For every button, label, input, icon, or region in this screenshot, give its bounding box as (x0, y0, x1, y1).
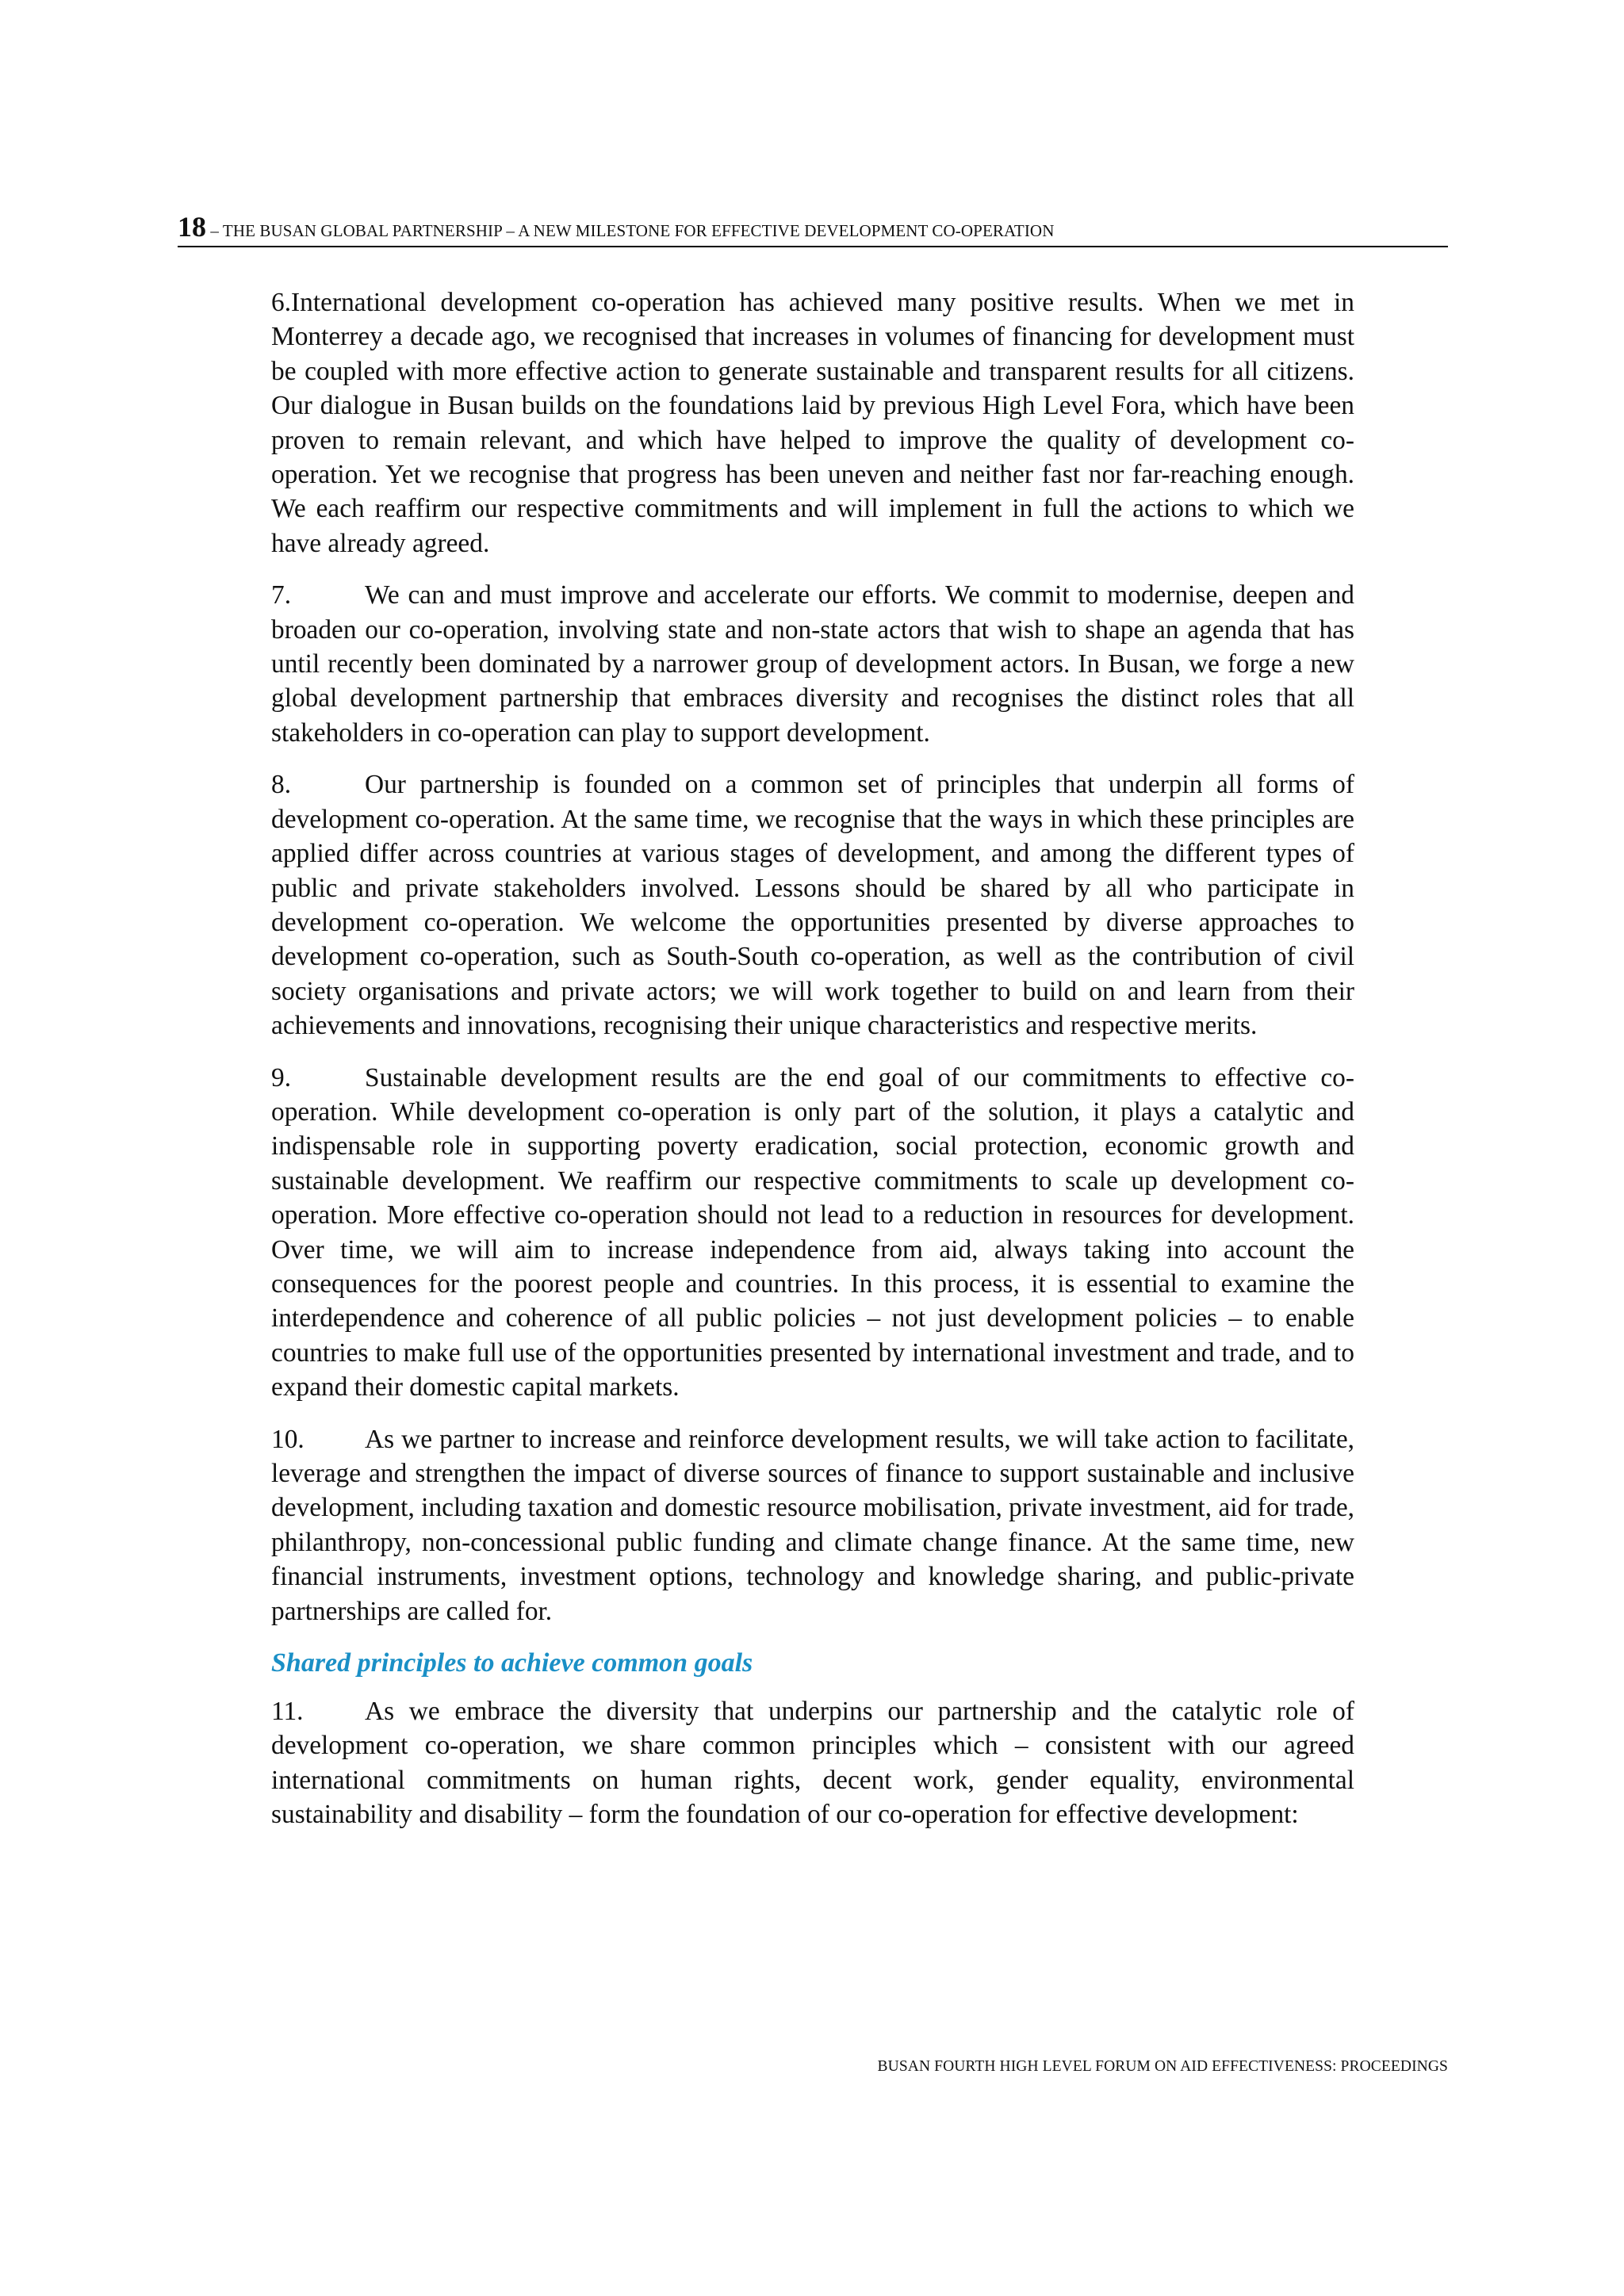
paragraph-number: 10. (271, 1424, 304, 1454)
page-number: 18 (178, 211, 206, 243)
paragraph-number: 11. (271, 1697, 304, 1727)
paragraph-9 (271, 1061, 1354, 1405)
paragraph-text: International development co-operation has achieved many positive results. When we met in Monterrey a decade ago, we recognised that increases in volumes of financing for development must be coupled with more effective action to generate sustainable and transparent results for all citizens. Our dialogue in Busan builds on the foundations laid by previous High Level Fora, which have been proven to remain relevant, and which have helped to improve the quality of development co-operation. Yet we recognise that progress has been uneven and neither fast nor far-reaching enough. We each reaffirm our respective commitments and will implement in full the actions to which we have already agreed. (271, 288, 1354, 558)
paragraph-text: Our partnership is founded on a common set of principles that underpin all forms of development co-operation. At the same time, we recognise that the ways in which these principles are applied differ across countries at various stages of development, and among the different types of public and private stakeholders involved. Lessons should be shared by all who participate in development co-operation. We welcome the opportunities presented by diverse approaches to development co-operation, such as South-South co-operation, as well as the contribution of civil society organisations and private actors; we will work together to build on and learn from their achievements and innovations, recognising their unique characteristics and respective merits. (271, 770, 1354, 1041)
paragraph-6 (271, 285, 1354, 561)
paragraph-8 (271, 767, 1354, 1043)
running-title: – THE BUSAN GLOBAL PARTNERSHIP – A NEW MILESTONE FOR EFFECTIVE DEVELOPMENT CO-OPERATION (206, 221, 1055, 240)
paragraph-text: We can and must improve and accelerate our efforts. We commit to modernise, deepen and broaden our co-operation, involving state and non-state actors that wish to shape an agenda that has until recently been dominated by a narrower group of development actors. In Busan, we forge a new global development partnership that embraces diversity and recognises the distinct roles that all stakeholders in co-operation can play to support development. (271, 580, 1354, 748)
paragraph-text: As we partner to increase and reinforce development results, we will take action to facilitate, leverage and strengthen the impact of diverse sources of finance to support sustainable and inclusive development, including taxation and domestic resource mobilisation, private investment, aid for trade, philanthropy, non-concessional public funding and climate change finance. At the same time, new financial instruments, investment options, technology and knowledge sharing, and public-private partnerships are called for. (271, 1424, 1354, 1626)
paragraph-number: 6. (271, 288, 292, 317)
document-body (271, 285, 1354, 1850)
page-header (178, 209, 1448, 247)
paragraph-number: 9. (271, 1062, 292, 1093)
paragraph-10 (271, 1422, 1354, 1628)
paragraph-7 (271, 578, 1354, 750)
paragraph-11 (271, 1694, 1354, 1832)
paragraph-number: 7. (271, 580, 292, 610)
paragraph-text: As we embrace the diversity that underpins our partnership and the catalytic role of development co-operation, we share common principles which – consistent with our agreed international commitments on human rights, decent work, gender equality, environmental sustainability and disability – form the foundation of our co-operation for effective development: (271, 1697, 1354, 1830)
paragraph-text: Sustainable development results are the end goal of our commitments to effective co-operation. While development co-operation is only part of the solution, it plays a catalytic and indispensable role in supporting poverty eradication, social protection, economic growth and sustainable development. We reaffirm our respective commitments to scale up development co-operation. More effective co-operation should not lead to a reduction in resources for development. Over time, we will aim to increase independence from aid, always taking into account the consequences for the poorest people and countries. In this process, it is essential to examine the interdependence and coherence of all public policies – not just development policies – to enable countries to make full use of the opportunities presented by international investment and trade, and to expand their domestic capital markets. (271, 1062, 1354, 1402)
section-heading: Shared principles to achieve common goals (271, 1648, 753, 1678)
paragraph-number: 8. (271, 770, 292, 800)
page-footer: BUSAN FOURTH HIGH LEVEL FORUM ON AID EFFECTIVENESS: PROCEEDINGS (877, 2058, 1448, 2075)
